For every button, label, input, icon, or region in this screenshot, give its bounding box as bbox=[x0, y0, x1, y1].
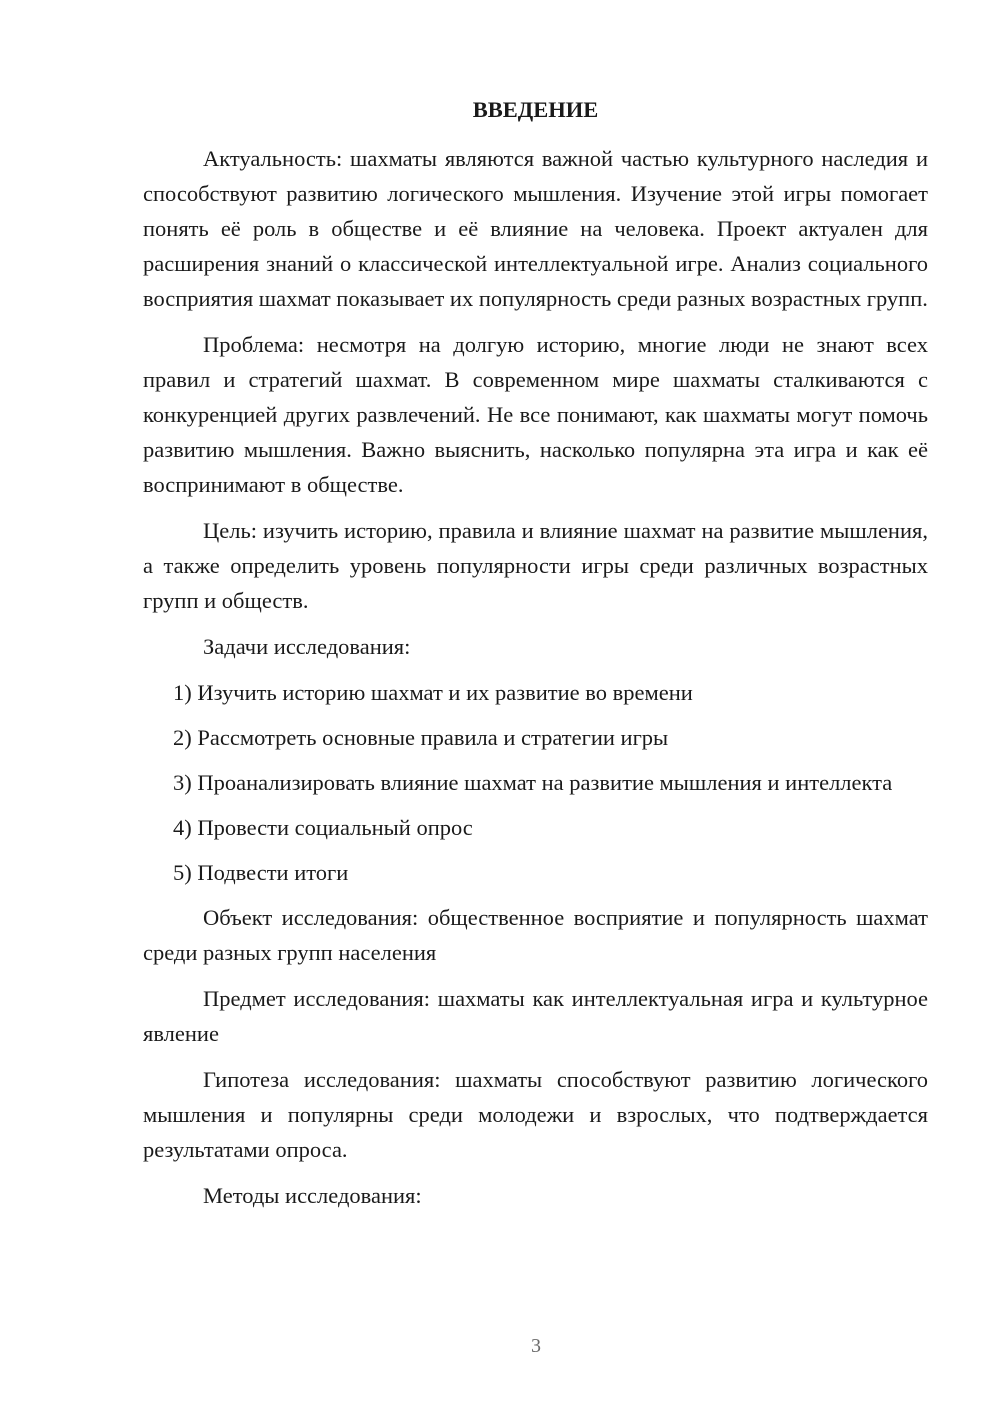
list-item: 1) Изучить историю шахмат и их развитие во времени bbox=[173, 680, 693, 705]
object-paragraph: Объект исследования: общественное восприятие и популярность шахмат среди разных групп населения bbox=[143, 905, 928, 965]
list-item: 5) Подвести итоги bbox=[173, 860, 349, 885]
tasks-list bbox=[143, 675, 928, 890]
hypothesis-paragraph: Гипотеза исследования: шахматы способствуют развитию логического мышления и популярны среди молодежи и взрослых, что подтверждается результатами опроса. bbox=[143, 1067, 928, 1162]
page-number: 3 bbox=[531, 1335, 541, 1357]
list-item: 2) Рассмотреть основные правила и стратегии игры bbox=[173, 725, 669, 750]
page-content bbox=[143, 92, 928, 1224]
tasks-heading: Задачи исследования: bbox=[203, 634, 411, 659]
goal-paragraph: Цель: изучить историю, правила и влияние шахмат на развитие мышления, а также определить уровень популярности игры среди различных возрастных групп и обществ. bbox=[143, 518, 928, 613]
page-title: ВВЕДЕНИЕ bbox=[472, 97, 599, 122]
subject-paragraph: Предмет исследования: шахматы как интеллектуальная игра и культурное явление bbox=[143, 986, 928, 1046]
relevance-paragraph: Актуальность: шахматы являются важной частью культурного наследия и способствуют развитию логического мышления. Изучение этой игры помогает понять её роль в обществе и её влияние на человека. Проект актуален для расширения знаний о классической интеллектуальной игре. Анализ социального восприятия шахмат показывает их популярность среди разных возрастных групп. bbox=[143, 146, 928, 311]
list-item: 4) Провести социальный опрос bbox=[173, 815, 473, 840]
methods-heading: Методы исследования: bbox=[203, 1183, 422, 1208]
list-item: 3) Проанализировать влияние шахмат на развитие мышления и интеллекта bbox=[173, 770, 893, 795]
problem-paragraph: Проблема: несмотря на долгую историю, многие люди не знают всех правил и стратегий шахмат. В современном мире шахматы сталкиваются с конкуренцией других развлечений. Не все понимают, как шахматы могут помочь развитию мышления. Важно выяснить, насколько популярна эта игра и как её воспринимают в обществе. bbox=[143, 332, 928, 497]
